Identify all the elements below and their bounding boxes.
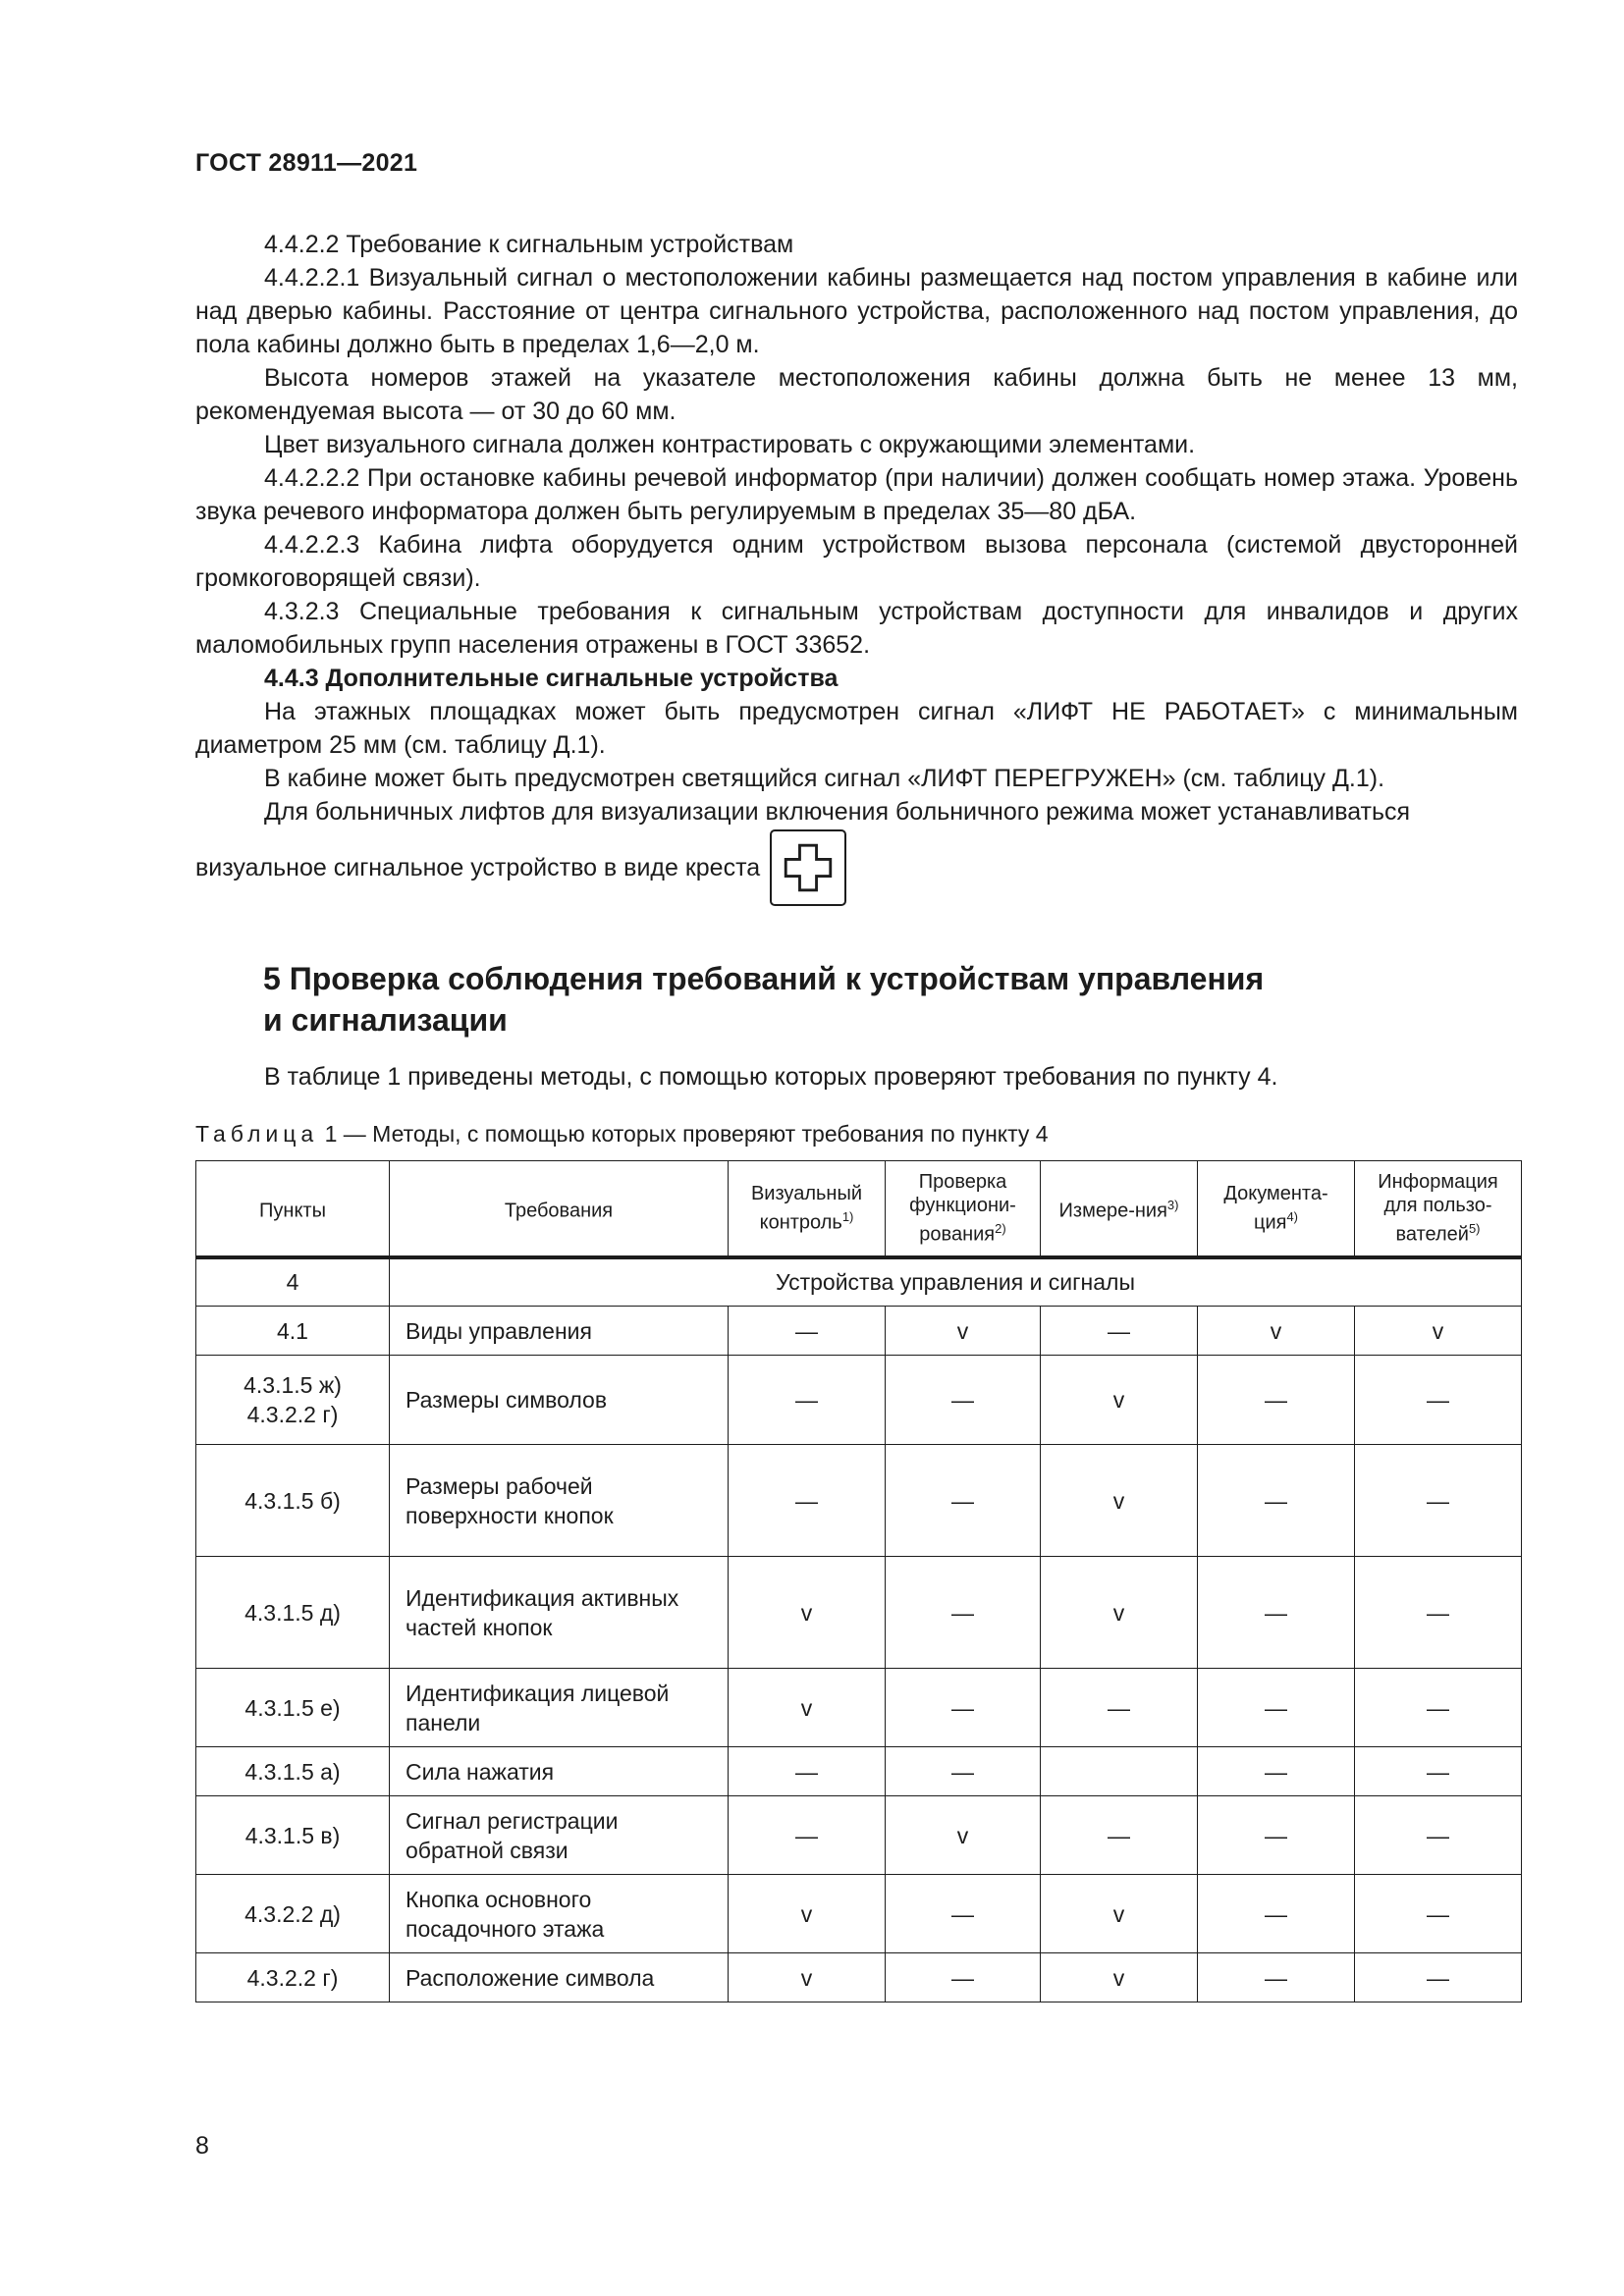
paragraph: На этажных площадках может быть предусмотрен сигнал «ЛИФТ НЕ РАБОТАЕТ» с минимальным диаметром 25 мм (см. таблицу Д.1).: [195, 698, 1518, 759]
body-text: [195, 228, 1518, 828]
table-cell-mark: —: [729, 1796, 886, 1875]
table-cell-mark: —: [1355, 1557, 1522, 1669]
paragraph: 4.3.2.3 Специальные требования к сигнальным устройствам доступности для инвалидов и других маломобильных групп населения отражены в ГОСТ 33652.: [195, 598, 1518, 659]
table-cell-requirement: Кнопка основного посадочного этажа: [390, 1875, 729, 1953]
table-header-cell: Требования: [390, 1161, 729, 1257]
table-cell-mark: v: [729, 1875, 886, 1953]
table-cell-mark: v: [1041, 1356, 1198, 1445]
table-cell-mark: v: [1041, 1557, 1198, 1669]
table-cell-mark: —: [1041, 1796, 1198, 1875]
subsection-heading: 4.4.3 Дополнительные сигнальные устройства: [264, 665, 839, 692]
table-cell-requirement: Виды управления: [390, 1307, 729, 1356]
table-cell-mark: v: [1041, 1875, 1198, 1953]
section-title-line: 5 Проверка соблюдения требований к устройствам управления: [263, 961, 1265, 996]
table-cell-requirement: Идентификация лицевой панели: [390, 1669, 729, 1747]
table-cell-point: 4.3.1.5 в): [196, 1796, 390, 1875]
page-number: 8: [195, 2132, 209, 2160]
table-caption: [195, 1119, 1049, 1148]
section-title-line: и сигнализации: [263, 1002, 508, 1038]
paragraph: Высота номеров этажей на указателе местоположения кабины должна быть не менее 13 мм, рекомендуемая высота — от 30 до 60 мм.: [195, 364, 1518, 425]
paragraph: 4.4.2.2 Требование к сигнальным устройствам: [264, 231, 794, 258]
table-caption-text: 1 — Методы, с помощью которых проверяют требования по пункту 4: [318, 1121, 1049, 1147]
table-row: [196, 1875, 1522, 1953]
table-cell-point: 4.3.1.5 а): [196, 1747, 390, 1796]
table-cell-point: 4.3.2.2 д): [196, 1875, 390, 1953]
table-cell-mark: —: [1355, 1747, 1522, 1796]
table-cell-mark: —: [1355, 1875, 1522, 1953]
table-row: [196, 1557, 1522, 1669]
table-header-cell: Информация для пользо-вателей$^{5)}$: [1355, 1161, 1522, 1257]
table-cell-requirement: Размеры рабочей поверхности кнопок: [390, 1445, 729, 1557]
table-cell-mark: —: [1355, 1356, 1522, 1445]
cross-icon: [770, 829, 846, 906]
table-cell-mark: —: [1198, 1875, 1355, 1953]
table-header-row: [196, 1161, 1522, 1257]
table-row: [196, 1669, 1522, 1747]
paragraph: 4.4.2.2.2 При остановке кабины речевой информатор (при наличии) должен сообщать номер этажа. Уровень звука речевого информатора должен быть регулируемым в пределах 35—80 дБА.: [195, 464, 1518, 525]
table-cell-mark: —: [886, 1875, 1041, 1953]
table-row: [196, 1445, 1522, 1557]
table-cell-mark: —: [886, 1747, 1041, 1796]
table-cell-mark: —: [1041, 1669, 1198, 1747]
table-cell-mark: v: [1041, 1953, 1198, 2002]
table-cell-mark: —: [1355, 1445, 1522, 1557]
paragraph: 4.4.2.2.3 Кабина лифта оборудуется одним устройством вызова персонала (системой двусторонней громкоговорящей связи).: [195, 531, 1518, 592]
section-intro: В таблице 1 приведены методы, с помощью которых проверяют требования по пункту 4.: [264, 1063, 1278, 1091]
table-cell-mark: —: [1355, 1953, 1522, 2002]
table-cell-mark: v: [1041, 1445, 1198, 1557]
table-cell-mark: —: [729, 1747, 886, 1796]
table-cell-point: 4.3.2.2 г): [196, 1953, 390, 2002]
table-cell-mark: —: [886, 1445, 1041, 1557]
table-cell-mark: —: [1355, 1669, 1522, 1747]
table-header-cell: Документа-ция$^{4)}$: [1198, 1161, 1355, 1257]
table-caption-label: Таблица: [195, 1121, 319, 1147]
table-header-cell: Визуальный контроль$^{1)}$: [729, 1161, 886, 1257]
table-row: [196, 1953, 1522, 2002]
table-cell-mark: —: [1198, 1356, 1355, 1445]
table-cell-point: 4.3.1.5 е): [196, 1669, 390, 1747]
table-cell-mark: —: [729, 1356, 886, 1445]
table-header-cell: Измере-ния$^{3)}$: [1041, 1161, 1198, 1257]
table-cell-mark: v: [729, 1557, 886, 1669]
table-row: [196, 1307, 1522, 1356]
table-header-cell: Проверка функциони-рования$^{2)}$: [886, 1161, 1041, 1257]
table-group-title: Устройства управления и сигналы: [390, 1257, 1522, 1307]
table-cell-mark: —: [1198, 1557, 1355, 1669]
table-cell-mark: —: [1355, 1796, 1522, 1875]
table-cell-mark: —: [886, 1669, 1041, 1747]
table-cell-requirement: Размеры символов: [390, 1356, 729, 1445]
paragraph: Для больничных лифтов для визуализации включения больничного режима может устанавливаться: [264, 798, 1411, 826]
table-cell-point: 4.3.1.5 ж) 4.3.2.2 г): [196, 1356, 390, 1445]
table-cell-mark: —: [1041, 1307, 1198, 1356]
table-cell-point: 4.3.1.5 д): [196, 1557, 390, 1669]
table-cell-point: 4.3.1.5 б): [196, 1445, 390, 1557]
table-cell-point: 4.1: [196, 1307, 390, 1356]
table-group-row: [196, 1257, 1522, 1307]
paragraph: В кабине может быть предусмотрен светящийся сигнал «ЛИФТ ПЕРЕГРУЖЕН» (см. таблицу Д.1).: [264, 765, 1385, 792]
table-cell-mark: —: [1198, 1669, 1355, 1747]
table-cell-mark: —: [729, 1445, 886, 1557]
table-row: [196, 1356, 1522, 1445]
section-title: [263, 958, 1520, 1041]
cross-device-line: [195, 829, 1518, 906]
table-cell-mark: —: [886, 1356, 1041, 1445]
table-cell-mark: —: [1198, 1796, 1355, 1875]
cross-line-text: визуальное сигнальное устройство в виде креста: [195, 854, 761, 881]
table-cell-mark: —: [886, 1557, 1041, 1669]
paragraph: 4.4.2.2.1 Визуальный сигнал о местоположении кабины размещается над постом управления в кабине или над дверью кабины. Расстояние от центра сигнального устройства, расположенного над постом управления, до пола кабины должно быть в пределах 1,6—2,0 м.: [195, 264, 1518, 358]
table-cell-mark: v: [1198, 1307, 1355, 1356]
table-row: [196, 1747, 1522, 1796]
table-cell-mark: v: [729, 1953, 886, 2002]
table-cell-requirement: Сила нажатия: [390, 1747, 729, 1796]
paragraph: Цвет визуального сигнала должен контрастировать с окружающими элементами.: [264, 431, 1196, 458]
table-cell-mark: [1041, 1747, 1198, 1796]
table-cell-requirement: Сигнал регистрации обратной связи: [390, 1796, 729, 1875]
methods-table: [195, 1160, 1522, 2002]
table-cell-mark: —: [1198, 1747, 1355, 1796]
table-cell-mark: v: [886, 1307, 1041, 1356]
table-cell-requirement: Идентификация активных частей кнопок: [390, 1557, 729, 1669]
table-cell-mark: —: [1198, 1445, 1355, 1557]
table-cell-mark: —: [1198, 1953, 1355, 2002]
table-cell-mark: v: [886, 1796, 1041, 1875]
table-header-cell: Пункты: [196, 1161, 390, 1257]
document-header: ГОСТ 28911—2021: [195, 149, 418, 177]
table-cell-mark: —: [886, 1953, 1041, 2002]
table-cell-mark: v: [729, 1669, 886, 1747]
table-cell-point: 4: [196, 1257, 390, 1307]
table-row: [196, 1796, 1522, 1875]
table-cell-mark: —: [729, 1307, 886, 1356]
table-cell-requirement: Расположение символа: [390, 1953, 729, 2002]
table-cell-mark: v: [1355, 1307, 1522, 1356]
